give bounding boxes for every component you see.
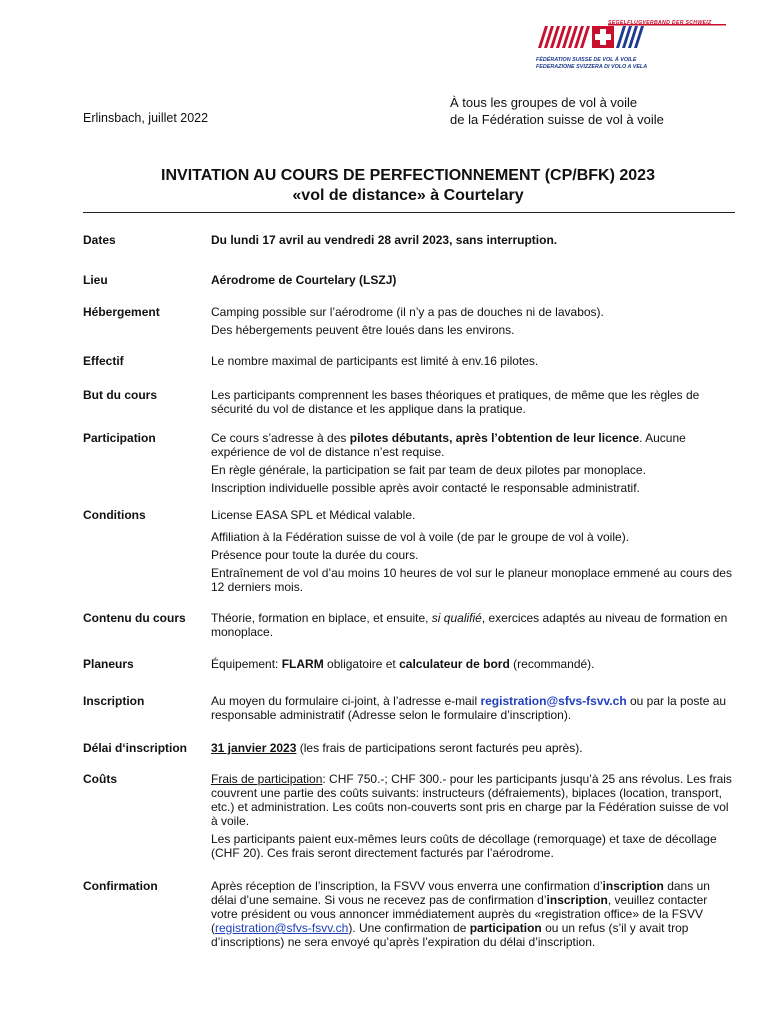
section-label: But du cours bbox=[83, 388, 157, 402]
section-label: Lieu bbox=[83, 273, 108, 287]
section-label: Dates bbox=[83, 233, 116, 247]
text-run: ). Une confirmation de bbox=[348, 921, 470, 935]
recipient-line-1: À tous les groupes de vol à voile bbox=[450, 95, 638, 110]
text-run-bold: inscription bbox=[546, 893, 608, 907]
document-title bbox=[83, 166, 733, 206]
logo-text-it: FEDERAZIONE SVIZZERA DI VOLO A VELA bbox=[536, 64, 648, 70]
text-run-underlined: Frais de participation bbox=[211, 772, 323, 786]
paragraph bbox=[211, 772, 733, 828]
paragraph: Présence pour toute la durée du cours. bbox=[211, 548, 419, 562]
paragraph: Inscription individuelle possible après avoir contacté le responsable administratif. bbox=[211, 481, 640, 495]
text-run-bold: inscription bbox=[602, 879, 664, 893]
title-divider bbox=[83, 212, 735, 213]
couts-text bbox=[211, 772, 733, 860]
text-run: ou par la poste au responsable administratif (Adresse selon le formulaire d’inscription). bbox=[211, 694, 727, 722]
section-label: Participation bbox=[83, 431, 156, 445]
text-run-bold: pilotes débutants, après l’obtention de leur licence bbox=[349, 431, 640, 445]
text-run: ou un refus (s’il y avait trop d’inscriptions) ne sera envoyé qu’après l’expiration du délai d’inscription. bbox=[211, 921, 689, 949]
planeurs-text bbox=[211, 657, 733, 671]
effectif-text: Le nombre maximal de participants est limité à env.16 pilotes. bbox=[211, 354, 539, 368]
dates-text: Du lundi 17 avril au vendredi 28 avril 2023, sans interruption. bbox=[211, 233, 558, 247]
paragraph: En règle générale, la participation se fait par team de deux pilotes par monoplace. bbox=[211, 463, 646, 477]
logo-text-de: SEGELFLUGVERBAND DER SCHWEIZ bbox=[608, 20, 712, 26]
paragraph: Camping possible sur l’aérodrome (il n’y a pas de douches ni de lavabos). bbox=[211, 305, 604, 319]
text-run: (recommandé). bbox=[509, 657, 595, 671]
lieu-text: Aérodrome de Courtelary (LSZJ) bbox=[211, 273, 397, 287]
contenu-text bbox=[211, 611, 733, 639]
section-label: Planeurs bbox=[83, 657, 134, 671]
paragraph: Entraînement de vol d’au moins 10 heures de vol sur le planeur monoplace emmené au cours des 12 derniers mois. bbox=[211, 566, 732, 594]
paragraph: License EASA SPL et Médical valable. bbox=[211, 508, 416, 522]
confirmation-text bbox=[211, 879, 733, 949]
registration-email-link[interactable]: registration@sfvs-fsvv.ch bbox=[480, 694, 627, 708]
section-label: Coûts bbox=[83, 772, 117, 786]
delai-text bbox=[211, 741, 733, 755]
text-run: dans un délai d’une semaine. Si vous ne recevez pas de confirmation d’ bbox=[211, 879, 710, 907]
section-label: Effectif bbox=[83, 354, 124, 368]
text-run: , exercices adaptés au niveau de formation en monoplace. bbox=[211, 611, 728, 639]
paragraph bbox=[211, 431, 733, 459]
section-label: Contenu du cours bbox=[83, 611, 186, 625]
recipient-line-2: de la Fédération suisse de vol à voile bbox=[450, 112, 664, 127]
section-label: Hébergement bbox=[83, 305, 160, 319]
text-run: Après réception de l’inscription, la FSVV vous enverra une confirmation d’ bbox=[211, 879, 603, 893]
conditions-text bbox=[211, 508, 733, 594]
paragraph: Affiliation à la Fédération suisse de vol à voile (de par le groupe de vol à voile). bbox=[211, 530, 630, 544]
title-line-2: «vol de distance» à Courtelary bbox=[292, 187, 524, 204]
text-run: . Aucune expérience de vol de distance n’est requise. bbox=[211, 431, 686, 459]
text-run: Au moyen du formulaire ci-joint, à l’adresse e-mail bbox=[211, 694, 481, 708]
paragraph: Les participants paient eux-mêmes leurs coûts de décollage (remorquage) et taxe de décollage (CHF 20). Ces frais seront directement facturés par l’aérodrome. bbox=[211, 832, 717, 860]
section-label: Conditions bbox=[83, 508, 146, 522]
text-run: , veuillez contacter votre président ou vous annoncer immédiatement auprès du «registration office» de la FSVV ( bbox=[211, 893, 708, 935]
title-line-1: INVITATION AU COURS DE PERFECTIONNEMENT (CP/BFK) 2023 bbox=[161, 167, 655, 184]
text-run: (les frais de participations seront facturés peu après). bbox=[296, 741, 583, 755]
section-label: Délai d‘inscription bbox=[83, 741, 188, 755]
text-run: Théorie, formation en biplace, et ensuite, bbox=[211, 611, 432, 625]
recipient-address bbox=[450, 94, 664, 128]
text-run-bold: FLARM bbox=[281, 657, 324, 671]
deadline-date: 31 janvier 2023 bbox=[211, 741, 297, 755]
section-label: Confirmation bbox=[83, 879, 158, 893]
text-run: Ce cours s’adresse à des bbox=[211, 431, 350, 445]
text-run: : CHF 750.-; CHF 300.- pour les participants jusqu’à 25 ans révolus. Les frais couvrent une partie des coûts suivants: instructeurs (défraiements), biplaces (location, transport, etc.) et administration. Les coûts non-couverts sont pris en charge par la Fédération suisse de vol à voile. bbox=[211, 772, 732, 828]
hebergement-text bbox=[211, 305, 733, 337]
text-run-bold: participation bbox=[469, 921, 542, 935]
text-run-italic: si qualifié bbox=[431, 611, 482, 625]
logo-text-fr: FÉDÉRATION SUISSE DE VOL À VOILE bbox=[536, 57, 637, 63]
but-text: Les participants comprennent les bases théoriques et pratiques, de même que les règles de sécurité du vol de distance et les applique dans la pratique. bbox=[211, 388, 700, 416]
section-label: Inscription bbox=[83, 694, 145, 708]
participation-text bbox=[211, 431, 733, 495]
logo-graphic bbox=[536, 20, 726, 60]
inscription-text bbox=[211, 694, 733, 722]
text-run: obligatoire et bbox=[323, 657, 400, 671]
paragraph: Des hébergements peuvent être loués dans les environs. bbox=[211, 323, 515, 337]
federation-logo bbox=[536, 20, 726, 72]
place-date: Erlinsbach, juillet 2022 bbox=[83, 111, 209, 125]
text-run-bold: calculateur de bord bbox=[399, 657, 510, 671]
registration-email-link[interactable]: registration@sfvs-fsvv.ch bbox=[215, 921, 349, 935]
text-run: Équipement: bbox=[211, 657, 282, 671]
